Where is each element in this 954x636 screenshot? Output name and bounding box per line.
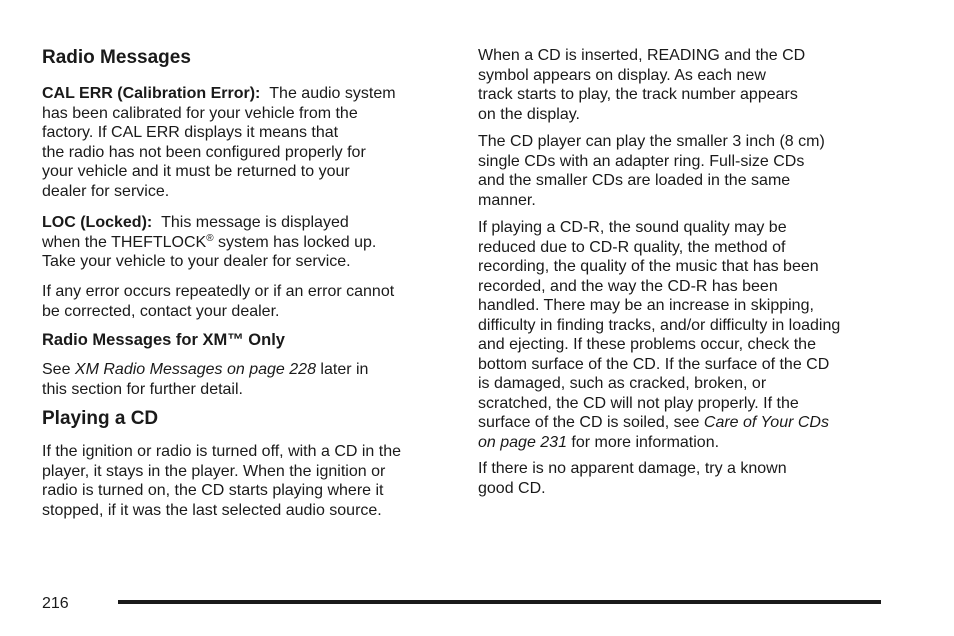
see-line-1a: See bbox=[42, 361, 75, 378]
p3-line-5: handled. There may be an increase in skipping, bbox=[478, 297, 814, 314]
heading-playing-a-cd: Playing a CD bbox=[42, 408, 159, 429]
ignition-paragraph bbox=[42, 442, 401, 520]
loc-label: LOC (Locked): bbox=[42, 214, 153, 231]
registered-mark: ® bbox=[206, 232, 214, 244]
p4-line-1: If there is no apparent damage, try a known bbox=[478, 460, 787, 477]
p3-line-7: and ejecting. If these problems occur, check the bbox=[478, 336, 816, 353]
heading-radio-messages: Radio Messages bbox=[42, 47, 191, 68]
p3-line-12b: for more information. bbox=[566, 433, 720, 451]
ignition-line-2: player, it stays in the player. When the ignition or bbox=[42, 462, 386, 480]
p4-line-2: good CD. bbox=[478, 479, 546, 497]
p3-line-6: difficulty in finding tracks, and/or difficulty in loading bbox=[478, 316, 841, 334]
cal-err-line-1: The audio system bbox=[269, 85, 396, 102]
care-of-your-cds-link[interactable]: Care of Your CDs bbox=[703, 414, 829, 431]
loc-line-2a: when the THEFTLOCK bbox=[42, 233, 207, 251]
p3-line-4: recorded, and the way the CD-R has been bbox=[478, 277, 778, 295]
p1-line-4: on the display. bbox=[478, 105, 580, 123]
p3-line-3: recording, the quality of the music that has been bbox=[478, 258, 819, 275]
error-paragraph bbox=[42, 282, 394, 321]
see-line-2: this section for further detail. bbox=[42, 380, 243, 398]
p2-line-1: The CD player can play the smaller 3 inch (8 cm) bbox=[478, 133, 825, 150]
ignition-line-3: radio is turned on, the CD starts playing where it bbox=[42, 482, 384, 499]
error-line-2: be corrected, contact your dealer. bbox=[42, 302, 280, 320]
cal-err-line-4: the radio has not been configured properly for bbox=[42, 143, 366, 161]
p1-line-2: symbol appears on display. As each new bbox=[478, 66, 766, 84]
p3-line-2: reduced due to CD-R quality, the method of bbox=[478, 238, 786, 256]
footer-rule bbox=[118, 600, 881, 604]
p2-line-3: and the smaller CDs are loaded in the same bbox=[478, 172, 791, 189]
cd-size-paragraph bbox=[478, 132, 825, 210]
no-damage-paragraph bbox=[478, 459, 787, 498]
p1-line-1: When a CD is inserted, READING and the CD bbox=[478, 47, 806, 64]
see-paragraph bbox=[42, 360, 368, 399]
cd-r-paragraph bbox=[478, 218, 840, 452]
p3-line-9: is damaged, such as cracked, broken, or bbox=[478, 375, 767, 392]
page-number: 216 bbox=[42, 595, 69, 612]
p3-line-10: scratched, the CD will not play properly. If the bbox=[478, 394, 799, 412]
loc-line-3: Take your vehicle to your dealer for service. bbox=[42, 253, 351, 270]
loc-paragraph bbox=[42, 213, 376, 272]
care-of-your-cds-page-link[interactable]: on page 231 bbox=[478, 433, 567, 451]
error-line-1: If any error occurs repeatedly or if an error cannot bbox=[42, 283, 395, 300]
see-line-1b: later in bbox=[315, 361, 369, 378]
p3-line-8: bottom surface of the CD. If the surface of the CD bbox=[478, 355, 830, 373]
ignition-line-1: If the ignition or radio is turned off, with a CD in the bbox=[42, 443, 402, 460]
p2-line-2: single CDs with an adapter ring. Full-size CDs bbox=[478, 152, 805, 170]
cal-err-line-6: dealer for service. bbox=[42, 182, 170, 200]
cal-err-line-2: has been calibrated for your vehicle from the bbox=[42, 104, 358, 122]
cal-err-paragraph bbox=[42, 84, 396, 201]
ignition-line-4: stopped, if it was the last selected audio source. bbox=[42, 501, 382, 519]
cal-err-line-5: your vehicle and it must be returned to your bbox=[42, 163, 350, 180]
loc-line-1: This message is displayed bbox=[161, 214, 349, 231]
p3-line-11a: surface of the CD is soiled, see bbox=[478, 414, 704, 431]
p1-line-3: track starts to play, the track number appears bbox=[478, 86, 798, 103]
xm-radio-messages-link[interactable]: XM Radio Messages on page 228 bbox=[74, 361, 316, 378]
p2-line-4: manner. bbox=[478, 191, 536, 209]
cd-inserted-paragraph bbox=[478, 46, 805, 124]
cal-err-label: CAL ERR (Calibration Error): bbox=[42, 85, 261, 102]
heading-radio-messages-xm: Radio Messages for XM™ Only bbox=[42, 331, 285, 349]
cal-err-line-3: factory. If CAL ERR displays it means that bbox=[42, 124, 339, 141]
loc-line-2b: system has locked up. bbox=[213, 233, 377, 251]
p3-line-1: If playing a CD-R, the sound quality may be bbox=[478, 219, 787, 236]
